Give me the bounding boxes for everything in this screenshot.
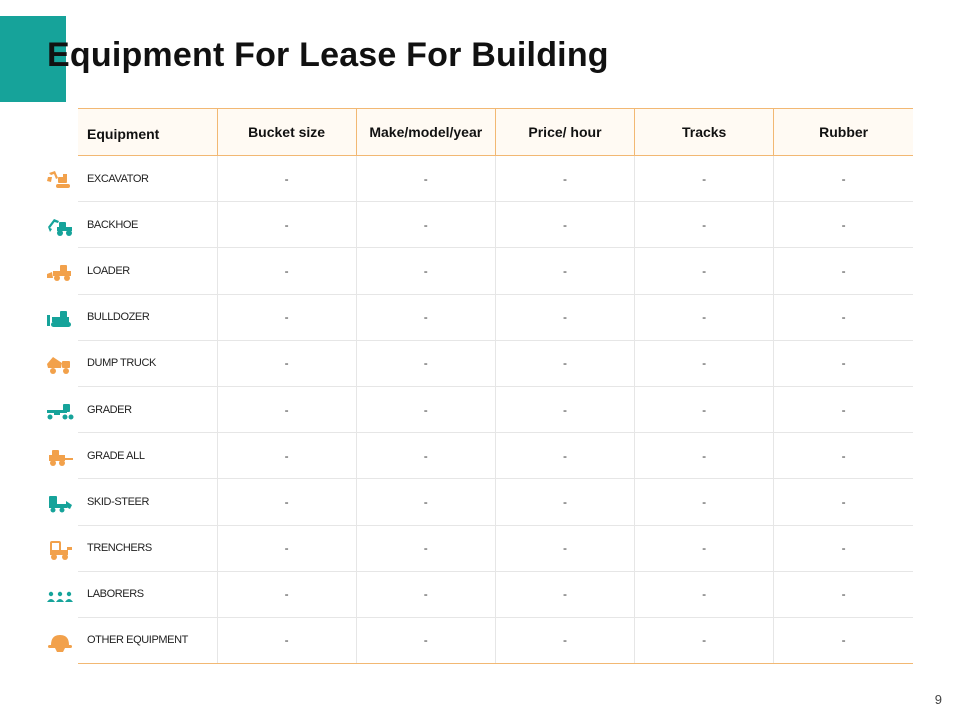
table-cell: - bbox=[217, 571, 356, 617]
table-cell: - bbox=[635, 248, 774, 294]
table-header-row bbox=[78, 109, 913, 156]
dump-truck-icon bbox=[44, 342, 76, 388]
table-cell: - bbox=[495, 571, 634, 617]
table-cell: - bbox=[774, 294, 913, 340]
table-cell: - bbox=[217, 479, 356, 525]
table-cell: - bbox=[217, 386, 356, 432]
table-row bbox=[78, 433, 913, 479]
table-cell: - bbox=[356, 248, 495, 294]
table-cell: - bbox=[635, 156, 774, 202]
table-cell: - bbox=[774, 340, 913, 386]
table-row bbox=[78, 248, 913, 294]
table-row bbox=[78, 571, 913, 617]
table-cell: - bbox=[635, 617, 774, 663]
table-cell: - bbox=[635, 433, 774, 479]
table-cell: - bbox=[774, 479, 913, 525]
equipment-name: LABORERS bbox=[78, 571, 217, 617]
table-cell: - bbox=[635, 479, 774, 525]
header-rubber: Rubber bbox=[774, 109, 913, 156]
header-equipment: Equipment bbox=[78, 109, 217, 156]
table-cell: - bbox=[217, 525, 356, 571]
header-tracks: Tracks bbox=[635, 109, 774, 156]
equipment-name: EXCAVATOR bbox=[78, 156, 217, 202]
table-cell: - bbox=[495, 525, 634, 571]
table-cell: - bbox=[356, 156, 495, 202]
table-cell: - bbox=[774, 248, 913, 294]
table-cell: - bbox=[495, 386, 634, 432]
trencher-icon bbox=[44, 527, 76, 573]
table-row bbox=[78, 386, 913, 432]
table-cell: - bbox=[217, 294, 356, 340]
table-cell: - bbox=[217, 248, 356, 294]
table-cell: - bbox=[356, 294, 495, 340]
table-cell: - bbox=[774, 525, 913, 571]
table-cell: - bbox=[356, 479, 495, 525]
laborers-icon bbox=[44, 573, 76, 619]
table-cell: - bbox=[495, 294, 634, 340]
table-cell: - bbox=[774, 156, 913, 202]
table-cell: - bbox=[635, 340, 774, 386]
table-row bbox=[78, 294, 913, 340]
table-cell: - bbox=[495, 202, 634, 248]
table-cell: - bbox=[774, 617, 913, 663]
table-cell: - bbox=[495, 433, 634, 479]
table-cell: - bbox=[495, 156, 634, 202]
table-row bbox=[78, 202, 913, 248]
equipment-name: GRADER bbox=[78, 386, 217, 432]
loader-icon bbox=[44, 249, 76, 295]
header-price-hour: Price/ hour bbox=[495, 109, 634, 156]
table-row bbox=[78, 340, 913, 386]
table-cell: - bbox=[635, 202, 774, 248]
table-cell: - bbox=[356, 386, 495, 432]
page-number: 9 bbox=[934, 692, 942, 707]
table-cell: - bbox=[356, 617, 495, 663]
equipment-name: BULLDOZER bbox=[78, 294, 217, 340]
header-bucket-size: Bucket size bbox=[217, 109, 356, 156]
skid-steer-icon bbox=[44, 480, 76, 526]
table-cell: - bbox=[495, 248, 634, 294]
table-cell: - bbox=[356, 202, 495, 248]
table-cell: - bbox=[495, 340, 634, 386]
grade-all-icon bbox=[44, 434, 76, 480]
table-cell: - bbox=[217, 202, 356, 248]
equipment-lease-table bbox=[78, 108, 913, 664]
table-row bbox=[78, 156, 913, 202]
table-cell: - bbox=[495, 479, 634, 525]
equipment-name: DUMP TRUCK bbox=[78, 340, 217, 386]
table-cell: - bbox=[635, 386, 774, 432]
equipment-name: OTHER EQUIPMENT bbox=[78, 617, 217, 663]
table-cell: - bbox=[635, 525, 774, 571]
equipment-name: TRENCHERS bbox=[78, 525, 217, 571]
equipment-name: GRADE ALL bbox=[78, 433, 217, 479]
table-cell: - bbox=[495, 617, 634, 663]
table-cell: - bbox=[356, 433, 495, 479]
bulldozer-icon bbox=[44, 296, 76, 342]
table-cell: - bbox=[774, 202, 913, 248]
equipment-name: BACKHOE bbox=[78, 202, 217, 248]
table-cell: - bbox=[217, 433, 356, 479]
excavator-icon bbox=[44, 157, 76, 203]
table-cell: - bbox=[217, 340, 356, 386]
equipment-name: SKID-STEER bbox=[78, 479, 217, 525]
table-cell: - bbox=[356, 571, 495, 617]
table-cell: - bbox=[774, 386, 913, 432]
table-row bbox=[78, 479, 913, 525]
table-cell: - bbox=[217, 617, 356, 663]
table-cell: - bbox=[774, 433, 913, 479]
table-row bbox=[78, 617, 913, 663]
header-make-model-year: Make/model/year bbox=[356, 109, 495, 156]
table-cell: - bbox=[217, 156, 356, 202]
table-cell: - bbox=[635, 294, 774, 340]
backhoe-icon bbox=[44, 203, 76, 249]
table-cell: - bbox=[356, 340, 495, 386]
grader-icon bbox=[44, 388, 76, 434]
equipment-icons-column bbox=[44, 157, 76, 665]
equipment-name: LOADER bbox=[78, 248, 217, 294]
table-cell: - bbox=[635, 571, 774, 617]
hard-hat-icon bbox=[44, 619, 76, 665]
table-cell: - bbox=[356, 525, 495, 571]
table-cell: - bbox=[774, 571, 913, 617]
slide-title: Equipment For Lease For Building bbox=[47, 36, 609, 74]
table-row bbox=[78, 525, 913, 571]
